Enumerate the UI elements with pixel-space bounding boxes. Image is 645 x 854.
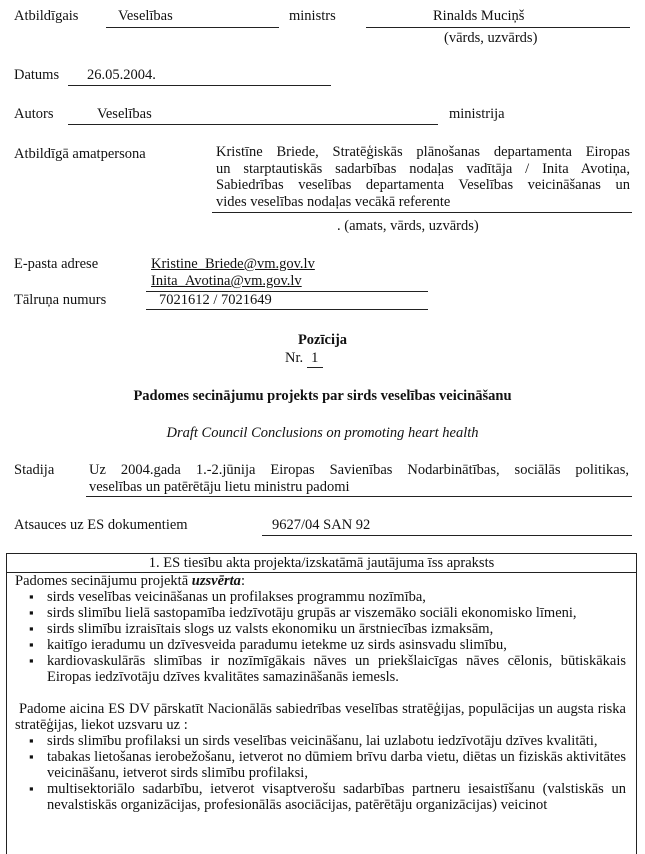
underline (86, 496, 632, 497)
stage-block (89, 462, 629, 495)
underline (262, 535, 632, 536)
section-1-title: 1. ES tiesību akta projekta/izskatāmā jautājuma īss apraksts (7, 554, 636, 573)
responsible-value: Veselības (118, 8, 173, 24)
list-item: ▪ multisektoriālo sadarbību, ietverot visaptverošu sadarbības partneru iesaistīšanu (valstiskās un nevalstiskās organizācijas, profesionālās asociācijas, patērētāju organizācijas) veicinot (27, 781, 626, 813)
official-line: Sabiedrības veselības departamenta Veselības veicināšanas un (216, 177, 630, 193)
underline (366, 27, 630, 28)
underline (106, 27, 279, 28)
list-item: ▪ sirds slimību lielā sastopamība iedzīvotāju grupās ar viszemāko sociāli ekonomisko līmeni, (27, 605, 626, 621)
list-item: ▪ kaitīgo ieradumu un dzīvesveida paradumu ietekme uz sirds asinsvadu slimību, (27, 637, 626, 653)
official-label: Atbildīgā amatpersona (14, 146, 146, 162)
list-item: ▪ tabakas lietošanas ierobežošanu, ietverot no dūmiem brīvu darba vietu, diētas un fiziskās aktivitātes veicināšanu, ietverot sirds slimību profilaksi, (27, 749, 626, 781)
date-label: Datums (14, 67, 60, 83)
underline (68, 85, 331, 86)
list-item: ▪ sirds slimību izraisītais slogs uz valsts ekonomiku un ārstniecības izmaksām, (27, 621, 626, 637)
section-1-content (15, 573, 626, 813)
underline (146, 309, 428, 310)
document-subtitle: Draft Council Conclusions on promoting heart health (166, 425, 479, 441)
stage-label: Stadija (14, 462, 55, 478)
position-heading: Pozīcija (297, 332, 348, 348)
phone-label: Tālruņa numurs (14, 292, 107, 308)
email-label: E-pasta adrese (14, 256, 99, 272)
stage-line: veselības un patērētāju lietu ministru padomi (89, 478, 350, 495)
intro-emphasis: uzsvērta (191, 573, 241, 589)
bullet-list-1 (27, 589, 626, 685)
official-block (216, 144, 630, 210)
reference-label: Atsauces uz ES dokumentiem (14, 517, 188, 533)
bullet-list-2 (27, 733, 626, 813)
stage-line: Uz 2004.gada 1.-2.jūnija Eiropas Savienības Nodarbinātības, sociālās politikas, (89, 462, 629, 478)
section-1-intro (15, 573, 626, 589)
list-item: ▪ sirds slimību profilaksi un sirds veselības veicināšanu, lai uzlabotu iedzīvotāju dzīves kvalitāti, (27, 733, 626, 749)
email-link[interactable]: Inita_Avotina@vm.gov.lv (151, 273, 302, 289)
ministry-label: ministrija (449, 106, 505, 122)
list-item: ▪ sirds veselības veicināšanas un profilakses programmu nozīmība, (27, 589, 626, 605)
date-value: 26.05.2004. (87, 67, 156, 83)
minister-label: ministrs (289, 8, 336, 24)
number-label: Nr. (285, 350, 304, 366)
official-line: un starptautiskās sadarbības nodaļas vadītāja / Inita Avotiņa, (216, 160, 630, 177)
minister-name: Rinalds Muciņš (433, 8, 525, 24)
author-value: Veselības (97, 106, 152, 122)
official-line: Kristīne Briede, Stratēģiskās plānošanas departamenta Eiropas (216, 144, 630, 160)
document-title: Padomes secinājumu projekts par sirds veselības veicināšanu (133, 388, 512, 404)
phone-value: 7021612 / 7021649 (159, 292, 272, 308)
section-1-para2: Padome aicina ES DV pārskatīt Nacionālās sabiedrības veselības stratēģijas, populācijas un augsta riska stratēģijas, liekot uzsvaru uz : (15, 701, 626, 733)
reference-value: 9627/04 SAN 92 (272, 517, 371, 533)
underline (212, 212, 632, 213)
email-link[interactable]: Kristine_Briede@vm.gov.lv (151, 256, 315, 272)
responsible-label: Atbildīgais (14, 8, 79, 24)
underline (68, 124, 438, 125)
intro-suffix: : (240, 573, 245, 589)
intro-prefix: Padomes secinājumu projektā (15, 573, 192, 589)
name-caption: (vārds, uzvārds) (444, 30, 538, 46)
list-item: ▪ kardiovaskulārās slimības ir nozīmīgākais nāves un priekšlaicīgas nāves cēlonis, būtiskākais Eiropas iedzīvotāju dzīves kvalitātes samazināšanās iemesls. (27, 653, 626, 685)
official-line: vides veselības nodaļas vecākā referente (216, 193, 451, 210)
author-label: Autors (14, 106, 54, 122)
section-1-box (6, 553, 637, 854)
number-value: 1 (307, 350, 323, 368)
official-caption: . (amats, vārds, uzvārds) (337, 218, 479, 234)
position-number (285, 350, 323, 368)
